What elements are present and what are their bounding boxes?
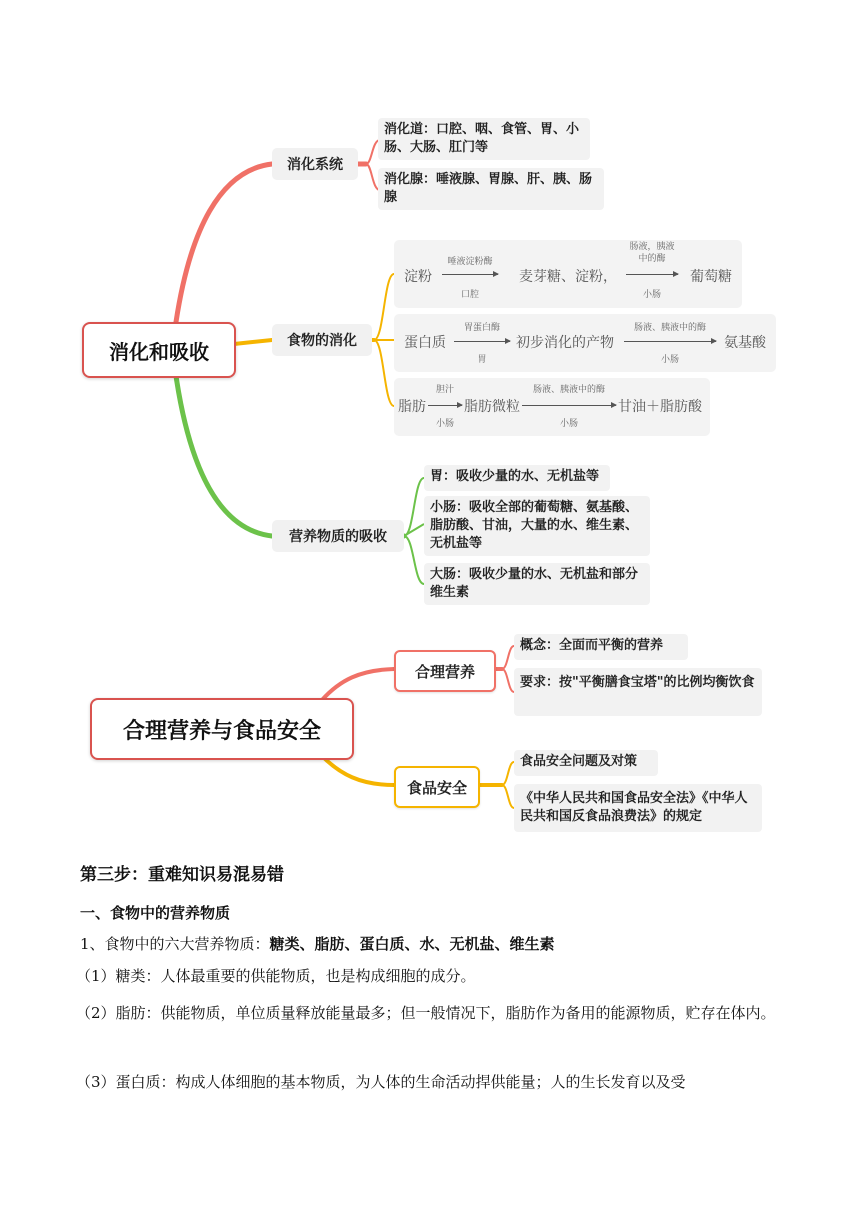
branch-nutrient-absorption: 营养物质的吸收 <box>272 520 404 552</box>
eq-protein-arrow2 <box>624 341 716 342</box>
branch-food-safety: 食品安全 <box>394 766 480 808</box>
eq-protein-product: 氨基酸 <box>724 335 766 351</box>
section-heading: 一、食物中的营养物质 <box>80 904 231 922</box>
connector-safety-leaf2 <box>502 785 514 808</box>
eq-fat-site1: 小肠 <box>435 419 454 429</box>
eq-starch-enzyme2: 肠液，胰液中的酶 <box>629 242 675 264</box>
leaf-nutrition-concept: 概念：全面而平衡的营养 <box>514 634 688 660</box>
eq-fat-middle: 脂肪微粒 <box>464 399 520 415</box>
connector-absorption-leaf1 <box>404 478 424 536</box>
connector-nutrition-leaf2 <box>502 669 514 692</box>
leaf-safety-laws: 《中华人民共和国食品安全法》《中华人民共和国反食品浪费法》的规定 <box>514 784 762 832</box>
eq-starch-arrow1 <box>442 274 498 275</box>
eq-fat-product: 甘油＋脂肪酸 <box>618 399 702 415</box>
eq-protein-reactant: 蛋白质 <box>404 335 446 351</box>
leaf-absorption-small-intestine: 小肠：吸收全部的葡萄糖、氨基酸、脂肪酸、甘油，大量的水、维生素、无机盐等 <box>424 496 650 556</box>
eq-starch-arrow2 <box>626 274 678 275</box>
leaf-safety-issues: 食品安全问题及对策 <box>514 750 658 776</box>
connector-digestion-leaf1 <box>374 274 394 340</box>
equation-protein <box>394 314 776 372</box>
leaf-digestive-glands: 消化腺：唾液腺、胃腺、肝、胰、肠腺 <box>378 168 604 210</box>
leaf-absorption-stomach: 胃：吸收少量的水、无机盐等 <box>424 465 610 491</box>
branch-digestive-system: 消化系统 <box>272 148 358 180</box>
connector-absorption <box>176 376 404 536</box>
connector-absorption-leaf3 <box>404 536 424 584</box>
step-heading: 第三步：重难知识易混易错 <box>80 865 284 885</box>
eq-starch-site1: 口腔 <box>460 290 479 300</box>
mindmap-root-digestion: 消化和吸收 <box>82 322 236 378</box>
eq-fat-enzyme1: 胆汁 <box>435 385 454 395</box>
leaf-digestive-tract: 消化道：口腔、咽、食管、胃、小肠、大肠、肛门等 <box>378 118 590 160</box>
mindmap-root-nutrition-safety: 合理营养与食品安全 <box>90 698 354 760</box>
eq-fat-enzyme2: 肠液、胰液中的酶 <box>532 385 605 395</box>
six-nutrients-prefix: 1、食物中的六大营养物质： <box>80 935 270 953</box>
connector-safety-leaf1 <box>502 762 514 785</box>
eq-fat-site2: 小肠 <box>559 419 578 429</box>
eq-fat-reactant: 脂肪 <box>398 399 426 415</box>
eq-starch-reactant: 淀粉 <box>404 269 432 285</box>
equation-starch <box>394 240 742 308</box>
eq-protein-enzyme2: 肠液、胰液中的酶 <box>633 323 706 333</box>
branch-food-digestion: 食物的消化 <box>272 324 372 356</box>
paragraph-six-nutrients <box>80 928 800 960</box>
eq-protein-site2: 小肠 <box>660 355 679 365</box>
eq-protein-enzyme1: 胃蛋白酶 <box>463 323 500 333</box>
eq-fat-arrow2 <box>522 405 616 406</box>
eq-starch-enzyme1: 唾液淀粉酶 <box>447 257 493 267</box>
eq-fat-arrow1 <box>428 405 462 406</box>
connector-digestion-leaf3 <box>374 340 394 406</box>
leaf-absorption-large-intestine: 大肠：吸收少量的水、无机盐和部分维生素 <box>424 563 650 605</box>
eq-protein-middle: 初步消化的产物 <box>516 335 614 351</box>
paragraph-fat: （2）脂肪：供能物质，单位质量释放能量最多；但一般情况下，脂肪作为备用的能源物质，贮存在体内。 <box>76 1004 776 1022</box>
six-nutrients-list: 糖类、脂肪、蛋白质、水、无机盐、维生素 <box>269 935 555 953</box>
eq-starch-site2: 小肠 <box>642 290 661 300</box>
eq-starch-middle: 麦芽糖、淀粉， <box>519 269 617 285</box>
paragraph-carbohydrates: （1）糖类：人体最重要的供能物质，也是构成细胞的成分。 <box>76 967 476 985</box>
leaf-nutrition-requirement: 要求：按"平衡膳食宝塔"的比例均衡饮食 <box>514 668 762 716</box>
equation-fat <box>394 378 710 436</box>
branch-balanced-nutrition: 合理营养 <box>394 650 496 692</box>
connector-nutrition-leaf1 <box>502 646 514 669</box>
connector-system <box>176 164 366 322</box>
paragraph-protein: （3）蛋白质：构成人体细胞的基本物质，为人体的生命活动捍供能量；人的生长发育以及受 <box>76 1073 686 1091</box>
connector-absorption-leaf2 <box>404 524 424 536</box>
eq-protein-arrow1 <box>454 341 510 342</box>
eq-starch-product: 葡萄糖 <box>690 269 732 285</box>
eq-protein-site1: 胃 <box>477 355 487 365</box>
